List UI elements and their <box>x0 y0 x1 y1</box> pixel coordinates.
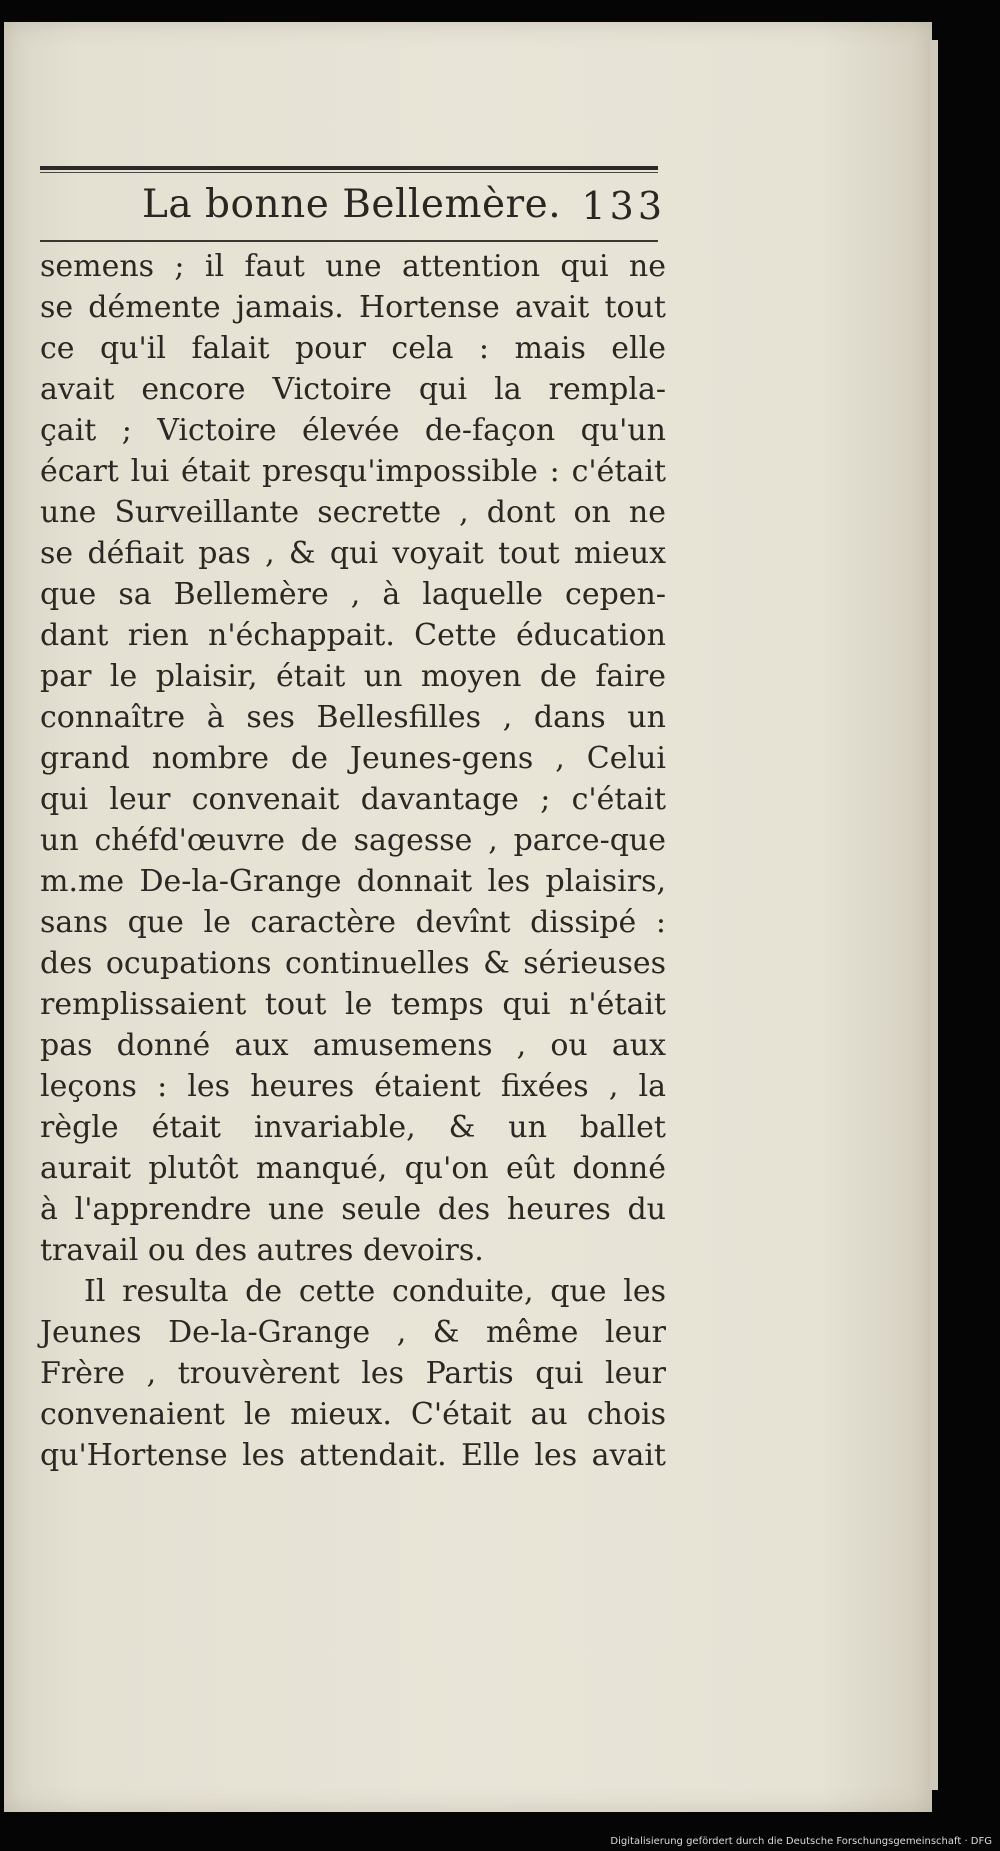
digitization-credit: Digitalisierung gefördert durch die Deutsche Forschungsgemeinschaft · DFG <box>610 1836 992 1847</box>
text-line: Il resulta de cette conduite, que les <box>84 1274 666 1309</box>
text-line: çait ; Victoire élevée de-façon qu'un <box>40 413 666 448</box>
text-line: connaître à ses Bellesfilles , dans un <box>40 700 666 735</box>
text-line: pas donné aux amusemens , ou aux <box>40 1028 666 1063</box>
text-line: convenaient le mieux. C'était au chois <box>40 1397 666 1432</box>
text-line: sans que le caractère devînt dissipé : <box>40 905 666 940</box>
text-line: un chéfd'œuvre de sagesse , parce-que <box>40 823 666 858</box>
running-header <box>40 178 666 236</box>
page-number: 133 <box>581 184 666 228</box>
text-line: dant rien n'échappait. Cette éducation <box>40 618 666 653</box>
text-line: semens ; il faut une attention qui ne <box>40 249 666 284</box>
page-edge <box>930 40 938 1790</box>
text-line: grand nombre de Jeunes-gens , Celui <box>40 741 666 776</box>
text-line: une Surveillante secrette , dont on ne <box>40 495 666 530</box>
text-line: que sa Bellemère , à laquelle cepen- <box>40 577 666 612</box>
text-line: à l'apprendre une seule des heures du <box>40 1192 666 1227</box>
text-line: avait encore Victoire qui la rempla- <box>40 372 666 407</box>
text-line: aurait plutôt manqué, qu'on eût donné <box>40 1151 666 1186</box>
text-line: écart lui était presqu'impossible : c'était <box>40 454 666 489</box>
body-text <box>40 246 666 1476</box>
text-line: qu'Hortense les attendait. Elle les avait <box>40 1438 666 1473</box>
text-line: se défiait pas , & qui voyait tout mieux <box>40 536 666 571</box>
running-title: La bonne Bellemère. <box>142 182 562 227</box>
text-line: leçons : les heures étaient fixées , la <box>40 1069 666 1104</box>
text-line: des ocupations continuelles & sérieuses <box>40 946 666 981</box>
text-line: se démente jamais. Hortense avait tout <box>40 290 666 325</box>
text-line: travail ou des autres devoirs. <box>40 1233 484 1268</box>
text-line: remplissaient tout le temps qui n'était <box>40 987 666 1022</box>
header-rule-thick <box>40 166 658 170</box>
text-line: par le plaisir, était un moyen de faire <box>40 659 666 694</box>
text-line: Frère , trouvèrent les Partis qui leur <box>40 1356 666 1391</box>
text-line: ce qu'il falait pour cela : mais elle <box>40 331 666 366</box>
text-line: qui leur convenait davantage ; c'était <box>40 782 666 817</box>
header-rule-thin <box>40 172 658 173</box>
text-line: règle était invariable, & un ballet <box>40 1110 666 1145</box>
header-rule-bottom <box>40 240 658 242</box>
text-line: m.me De-la-Grange donnait les plaisirs, <box>40 864 666 899</box>
text-line: Jeunes De-la-Grange , & même leur <box>40 1315 666 1350</box>
